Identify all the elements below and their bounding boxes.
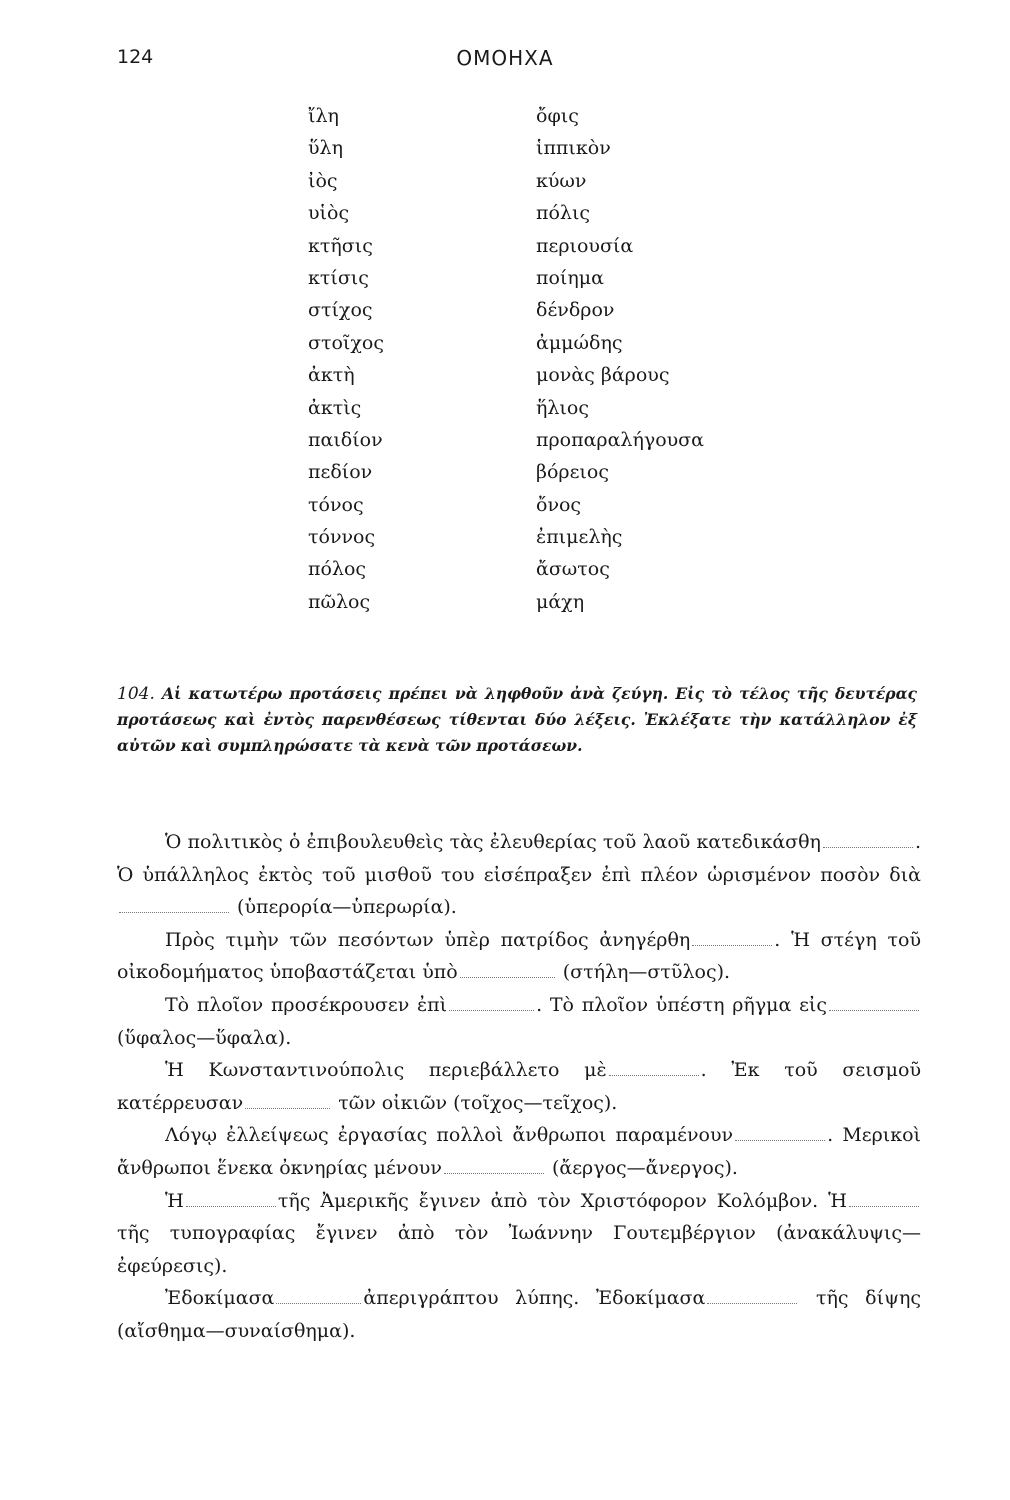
exercise-paragraph xyxy=(117,924,921,989)
list-item: ὄνος xyxy=(536,493,582,516)
list-item: πόλος xyxy=(308,558,367,581)
instruction-text: Αἱ κατωτέρω προτάσεις πρέπει νὰ ληφθοῦν ἀνὰ ζεύγη. Εἰς τὸ τέλος τῆς δευτέρας προτάσεως καὶ ἐντὸς παρενθέσεως τίθενται δύο λέξεις. Ἐκλέξατε τὴν κατάλληλον ἐξ αὐτῶν καὶ συμπληρώσατε τὰ κενὰ τῶν προτάσεων. xyxy=(117,684,917,755)
fill-blank[interactable] xyxy=(186,1205,276,1207)
exercise-number: 104. xyxy=(117,684,155,704)
list-item: τόννος xyxy=(308,526,376,549)
sentence-text: . Μερικοὶ ἄνθρωποι ἕνεκα ὀκνηρίας μένουν xyxy=(117,1124,921,1179)
sentence-text: τῆς δίψης (αἴσθημα—συναίσθημα). xyxy=(117,1287,921,1342)
list-item: ἴλη xyxy=(308,105,339,127)
exercise-paragraph xyxy=(117,1282,921,1347)
fill-blank[interactable] xyxy=(823,846,913,848)
homophone-list-left xyxy=(308,100,384,618)
list-item: ἀμμώδης xyxy=(536,331,623,354)
list-item: κτῆσις xyxy=(308,234,373,257)
sentence-text: Ἐδοκίμασα xyxy=(165,1287,275,1310)
list-item: δένδρον xyxy=(536,299,615,322)
sentence-text: Ἡ Κωνσταντινούπολις περιεβάλλετο μὲ xyxy=(165,1059,607,1082)
answer-choices: (ὑπερορία—ὑπερωρία). xyxy=(237,896,457,919)
list-item: ἀκτὶς xyxy=(308,396,362,419)
fill-blank[interactable] xyxy=(444,1172,544,1174)
exercise-paragraph xyxy=(117,1185,921,1283)
fill-blank[interactable] xyxy=(829,1009,919,1011)
list-item: ἰὸς xyxy=(308,169,338,192)
list-item: ἐπιμελὴς xyxy=(536,526,623,549)
list-item: πόλις xyxy=(536,202,591,225)
list-item: βόρειος xyxy=(536,461,609,484)
fill-blank[interactable] xyxy=(609,1074,699,1076)
exercise-instruction xyxy=(117,681,917,759)
sentence-text: Λόγῳ ἐλλείψεως ἐργασίας πολλοὶ ἄνθρωποι παραμένουν xyxy=(165,1124,734,1147)
list-item: στοῖχος xyxy=(308,331,384,354)
answer-choices: (ἄεργος—ἄνεργος). xyxy=(551,1156,738,1179)
fill-blank[interactable] xyxy=(692,944,772,946)
exercise-paragraph xyxy=(117,1054,921,1119)
page-title: ΟΜΟΗΧΑ xyxy=(456,46,554,70)
list-item: πεδίον xyxy=(308,461,373,484)
sentence-text: . Ἡ στέγη τοῦ οἰκοδομήματος ὑποβαστάζεται ὑπὸ xyxy=(117,928,922,984)
list-item: ἀκτὴ xyxy=(308,364,355,387)
fill-blank[interactable] xyxy=(707,1302,797,1304)
exercise-body xyxy=(117,826,921,1348)
sentence-text: . Τὸ πλοῖον ὑπέστη ρῆγμα εἰς xyxy=(536,993,828,1016)
list-item: στίχος xyxy=(308,299,373,322)
list-item: υἱὸς xyxy=(308,202,350,225)
fill-blank[interactable] xyxy=(735,1139,825,1141)
sentence-text: . Ὁ ὑπάλληλος ἐκτὸς τοῦ μισθοῦ του εἰσέπραξεν ἐπὶ πλέον ὡρισμένον ποσὸν διὰ xyxy=(117,831,921,886)
list-item: ποίημα xyxy=(536,266,604,289)
answer-choices: (στήλη—στῦλος). xyxy=(562,961,731,984)
list-item: παιδίον xyxy=(308,428,383,451)
exercise-paragraph xyxy=(117,826,921,924)
page-number: 124 xyxy=(117,46,154,68)
sentence-text: ἀπεριγράπτου λύπης. Ἐδοκίμασα xyxy=(363,1287,706,1310)
list-item: πῶλος xyxy=(308,590,371,613)
list-item: ἄσωτος xyxy=(536,558,610,581)
list-item: ὄφις xyxy=(536,105,579,127)
fill-blank[interactable] xyxy=(449,1009,534,1011)
fill-blank[interactable] xyxy=(119,911,229,913)
answer-choices: (ὕφαλος—ὕφαλα). xyxy=(117,1026,292,1049)
list-item: ὕλη xyxy=(308,137,343,160)
list-item: ἥλιος xyxy=(536,396,589,419)
list-item: προπαραλήγουσα xyxy=(536,428,704,451)
sentence-text: τῶν οἰκιῶν (τοῖχος—τεῖχος). xyxy=(338,1091,618,1114)
sentence-text: Τὸ πλοῖον προσέκρουσεν ἐπὶ xyxy=(165,993,448,1016)
sentence-text: . Ἐκ τοῦ σεισμοῦ κατέρρευσαν xyxy=(117,1059,921,1114)
list-item: μονὰς βάρους xyxy=(536,364,670,387)
exercise-paragraph xyxy=(117,989,921,1054)
list-item: κτίσις xyxy=(308,266,369,289)
fill-blank[interactable] xyxy=(245,1107,330,1109)
sentence-text: τῆς Ἀμερικῆς ἔγινεν ἀπὸ τὸν Χριστόφορον Κολόμβον. Ἡ xyxy=(277,1189,847,1212)
exercise-paragraph xyxy=(117,1119,921,1184)
list-item: κύων xyxy=(536,169,587,192)
list-item: περιουσία xyxy=(536,234,634,257)
list-item: τόνος xyxy=(308,493,364,516)
sentence-text: Ἡ xyxy=(165,1189,184,1212)
fill-blank[interactable] xyxy=(849,1205,919,1207)
fill-blank[interactable] xyxy=(460,976,555,978)
sentence-text: Πρὸς τιμὴν τῶν πεσόντων ὑπὲρ πατρίδος ἀνηγέρθη xyxy=(165,928,691,951)
sentence-text: τῆς τυπογραφίας ἔγινεν ἀπὸ τὸν Ἰωάννην Γουτεμβέργιον (ἀνακάλυψις—ἐφεύρεσις). xyxy=(117,1222,921,1277)
list-item: ἱππικὸν xyxy=(536,137,611,160)
fill-blank[interactable] xyxy=(276,1302,361,1304)
list-item: μάχη xyxy=(536,590,585,613)
sentence-text: Ὁ πολιτικὸς ὁ ἐπιβουλευθεὶς τὰς ἐλευθερίας τοῦ λαοῦ κατεδικάσθη xyxy=(165,831,821,853)
homophone-list-right xyxy=(536,100,704,618)
